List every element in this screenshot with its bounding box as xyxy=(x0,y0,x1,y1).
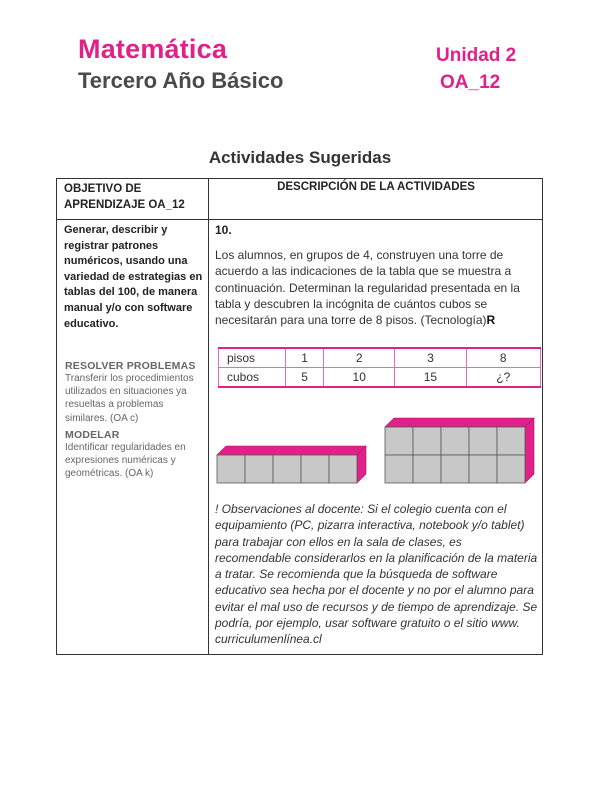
activity-number: 10. xyxy=(215,223,232,237)
cube xyxy=(441,455,469,483)
cube xyxy=(497,427,525,455)
description-column-header: DESCRIPCIÓN DE LA ACTIVIDADES xyxy=(277,181,475,193)
objective-column-header: OBJETIVO DE APRENDIZAJE OA_12 xyxy=(64,183,185,211)
skill-title: RESOLVER PROBLEMAS xyxy=(65,360,196,372)
activity-text: Los alumnos, en grupos de 4, construyen una torre de acuerdo a las indicaciones de la tabla que se muestra a continuación. Determinan la regularidad presentada en la tabla y descubren la incógnita de cuántos cubos se necesitarán para una torre de 8 pisos. (Tecnología) xyxy=(215,248,520,328)
activity-suffix: R xyxy=(486,313,496,328)
cube-tower-two-floors xyxy=(385,418,534,483)
unit-label: Unidad 2 xyxy=(436,45,517,66)
column-divider xyxy=(208,179,209,654)
cube xyxy=(469,427,497,455)
pattern-cell: 3 xyxy=(395,348,466,368)
grade-title: Tercero Año Básico xyxy=(78,68,284,93)
cube-top-face xyxy=(217,446,366,455)
skill-block-modeling xyxy=(65,429,207,481)
cube xyxy=(329,455,357,483)
cube xyxy=(385,455,413,483)
cube xyxy=(217,455,245,483)
activity-table xyxy=(56,178,543,655)
pattern-cell: 5 xyxy=(286,368,324,388)
cube-towers-illustration xyxy=(215,415,541,491)
skill-title: MODELAR xyxy=(65,429,120,441)
pattern-cell: 10 xyxy=(324,368,395,388)
skill-text: Transferir los procedimientos utilizados en situaciones ya resueltas a problemas similares. (OA c) xyxy=(65,373,194,424)
pattern-cell: cubos xyxy=(219,368,286,388)
cube-tower-one-floor xyxy=(217,446,366,483)
oa-label: OA_12 xyxy=(440,72,501,93)
cube xyxy=(413,455,441,483)
pattern-cell: 2 xyxy=(324,348,395,368)
pattern-cell: 1 xyxy=(286,348,324,368)
cube-top-face xyxy=(385,418,534,427)
pattern-cell: ¿? xyxy=(466,368,540,388)
activity-description xyxy=(215,247,540,328)
cube xyxy=(273,455,301,483)
skill-block-problem-solving xyxy=(65,360,207,425)
section-title: Actividades Sugeridas xyxy=(208,148,392,167)
pattern-table xyxy=(218,347,541,388)
cube-side-face xyxy=(525,418,534,483)
pattern-cell: pisos xyxy=(219,348,286,368)
cube xyxy=(301,455,329,483)
cube xyxy=(497,455,525,483)
cube xyxy=(385,427,413,455)
subject-title: Matemática xyxy=(78,34,228,64)
pattern-row-cubes xyxy=(219,368,541,388)
cube xyxy=(413,427,441,455)
pattern-cell: 15 xyxy=(395,368,466,388)
skill-text: Identificar regularidades en expresiones numéricas y geométricas. (OA k) xyxy=(65,442,186,480)
header-divider xyxy=(57,219,542,220)
pattern-row-floors xyxy=(219,348,541,368)
teacher-note: ! Observaciones al docente: Si el colegio cuenta con el equipamiento (PC, pizarra interactiva, notebook y/o tablet) para trabajar con ellos en la sala de clases, es recomendable considerarlos en la planificación de la materia a tratar. Se recomienda que la búsqueda de software educativo sea hecha por el docente y no por el alumno para evitar el mal uso de recursos y de tiempo de aprendizaje. Se podría, por ejemplo, usar software gratuito o el sitio www. curriculumenlínea.cl xyxy=(215,502,538,647)
cube xyxy=(441,427,469,455)
cube xyxy=(469,455,497,483)
pattern-cell: 8 xyxy=(466,348,540,368)
objective-text: Generar, describir y registrar patrones numéricos, usando una variedad de estrategias en tablas del 100, de manera manual y/o con software educativo. xyxy=(64,224,203,330)
cube xyxy=(245,455,273,483)
